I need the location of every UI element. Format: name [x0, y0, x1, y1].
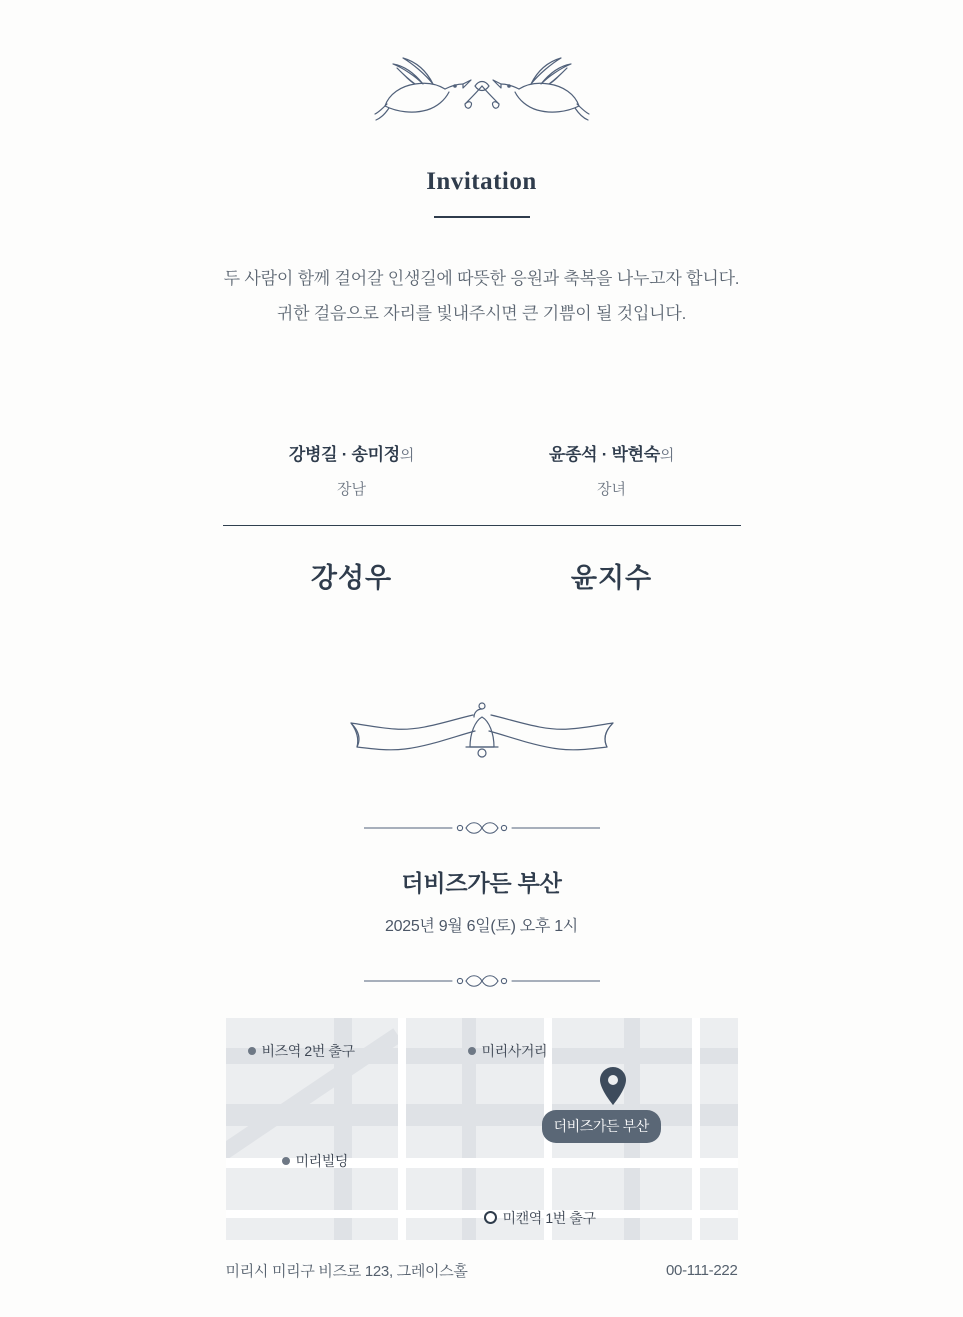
page-title: Invitation	[426, 168, 537, 195]
map-poi-ring-icon	[484, 1211, 497, 1224]
venue-address: 미리시 미리구 비즈로 123, 그레이스홀	[225, 1262, 468, 1280]
bride-parents-suffix: 의	[659, 446, 675, 464]
map-poi	[468, 1041, 548, 1061]
couple-names-row	[222, 556, 742, 595]
bride-parents-names: 윤종석 · 박현숙	[548, 444, 660, 464]
map-poi-dot-icon	[282, 1157, 290, 1165]
greeting-text	[224, 262, 740, 332]
map-poi-dot-icon	[248, 1047, 256, 1055]
map-poi-label: 미리사거리	[481, 1042, 548, 1059]
map-poi	[484, 1208, 596, 1228]
greeting-line-1: 두 사람이 함께 걸어갈 인생길에 따뜻한 응원과 축복을 나누고자 합니다.	[223, 269, 740, 288]
groom-parents-suffix: 의	[399, 446, 415, 464]
map-poi	[248, 1041, 355, 1061]
map-poi-label: 미리빌딩	[295, 1152, 348, 1169]
groom-parents-names: 강병길 · 송미정	[288, 444, 400, 464]
groom-relation: 장남	[337, 480, 366, 498]
flourish-divider-bottom-icon	[364, 970, 600, 992]
groom-column	[222, 440, 482, 499]
map-poi-dot-icon	[468, 1047, 476, 1055]
map-road-minor	[398, 1018, 406, 1240]
family-block	[222, 440, 742, 595]
map-road-minor	[692, 1018, 700, 1240]
map-poi-label: 미캔역 1번 출구	[502, 1209, 596, 1226]
map-poi	[282, 1151, 349, 1171]
title-divider	[434, 216, 530, 218]
map-poi-label: 비즈역 2번 출구	[261, 1042, 355, 1059]
bride-parents	[482, 440, 742, 465]
footer	[226, 1260, 738, 1281]
family-divider	[223, 525, 741, 526]
bride-column	[482, 440, 742, 499]
map-road-minor	[226, 1210, 738, 1218]
map-destination-label: 더비즈가든 부산	[542, 1110, 661, 1143]
greeting-line-2: 귀한 걸음으로 자리를 빛내주시면 큰 기쁨이 될 것입니다.	[276, 303, 687, 323]
bride-name: 윤지수	[570, 562, 653, 593]
doves-ornament-icon	[367, 34, 597, 134]
bride-relation: 장녀	[597, 480, 626, 498]
venue-phone[interactable]: 00-111-222	[665, 1261, 738, 1279]
map-destination-pin-icon	[598, 1066, 628, 1106]
venue-datetime: 2025년 9월 6일(토) 오후 1시	[385, 917, 578, 935]
groom-parents	[222, 440, 482, 465]
venue-name: 더비즈가든 부산	[401, 869, 562, 896]
flourish-divider-top-icon	[364, 817, 600, 839]
parents-row	[222, 440, 742, 499]
groom-name: 강성우	[310, 562, 393, 593]
venue-map[interactable]	[226, 1018, 738, 1240]
bell-ornament-icon	[337, 693, 627, 773]
